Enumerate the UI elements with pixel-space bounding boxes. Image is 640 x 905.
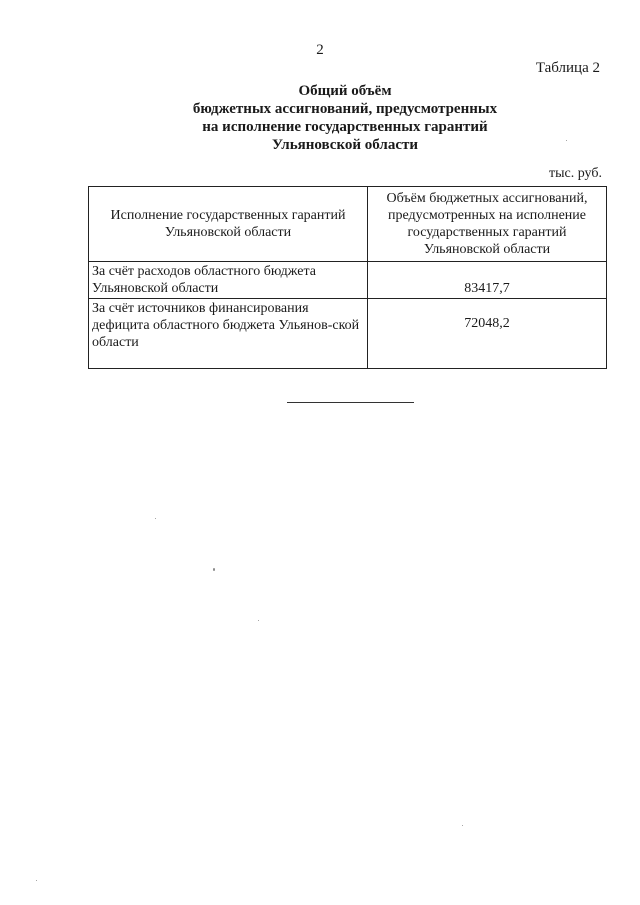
document-title <box>0 82 640 154</box>
budget-table <box>88 186 607 369</box>
title-line-1: Общий объём <box>298 83 392 99</box>
scan-speck <box>462 825 463 826</box>
table-row <box>89 262 607 299</box>
row-label: За счёт расходов областного бюджета Ульяновской области <box>89 262 368 299</box>
title-line-3: на исполнение государственных гарантий <box>202 119 488 135</box>
row-value: 72048,2 <box>368 299 607 369</box>
end-divider <box>287 402 414 403</box>
title-line-2: бюджетных ассигнований, предусмотренных <box>192 101 498 117</box>
page-number: 2 <box>316 42 324 58</box>
header-cell-execution: Исполнение государственных гарантий Ульяновской области <box>89 187 368 262</box>
row-value: 83417,7 <box>368 262 607 299</box>
title-line-4: Ульяновской области <box>271 137 419 153</box>
table-header-row <box>89 187 607 262</box>
scan-speck <box>258 620 259 621</box>
scan-speck <box>36 880 37 881</box>
row-label: За счёт источников финансирования дефицита областного бюджета Ульянов-ской области <box>89 299 368 369</box>
table-label: Таблица 2 <box>535 60 600 76</box>
scan-speck <box>213 568 215 571</box>
table-row <box>89 299 607 369</box>
units-label: тыс. руб. <box>549 166 602 181</box>
header-cell-volume: Объём бюджетных ассигнований, предусмотренных на исполнение государственных гарантий Ульяновской области <box>368 187 607 262</box>
scan-speck <box>566 140 567 141</box>
scan-speck <box>155 518 156 519</box>
